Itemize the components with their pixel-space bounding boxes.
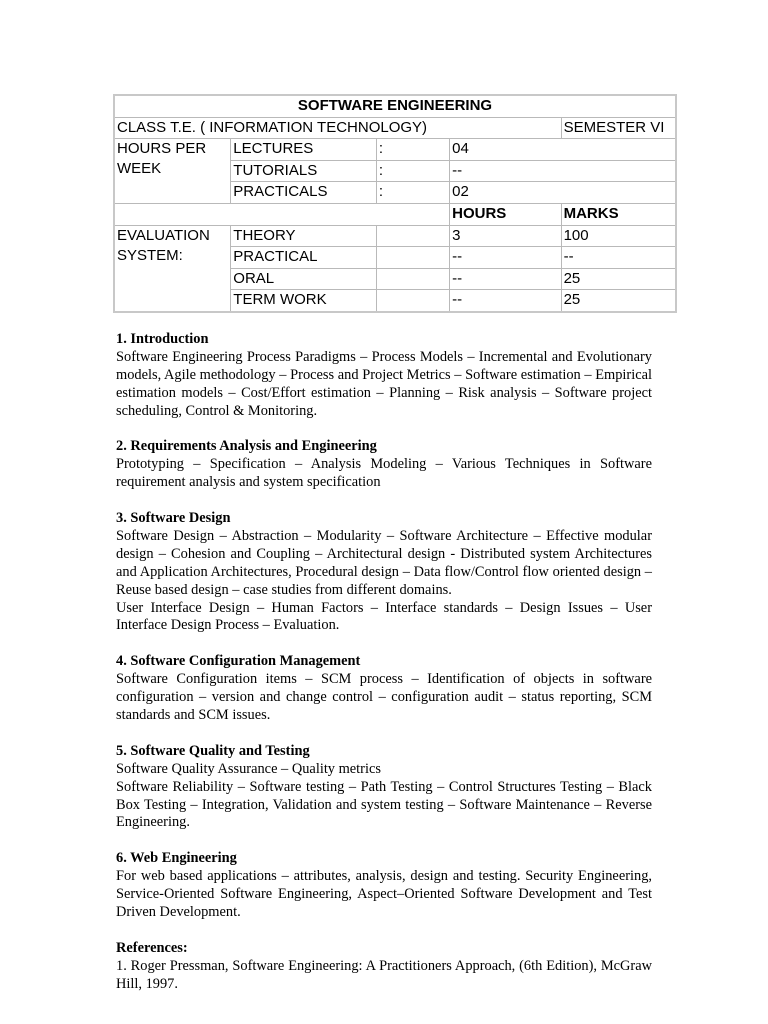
- eval-item-marks: --: [561, 247, 676, 269]
- reference-item: 1. Roger Pressman, Software Engineering: A Practitioners Approach, (6th Edition), McGraw Hill, 1997.: [116, 957, 652, 992]
- eval-row-theory: [114, 225, 676, 247]
- section-heading: 1. Introduction: [116, 331, 209, 347]
- eval-item-hours: --: [450, 268, 561, 290]
- eval-item-marks: 100: [561, 225, 676, 247]
- eval-header-blank: [114, 203, 450, 225]
- class-label: CLASS T.E. ( INFORMATION TECHNOLOGY): [114, 117, 561, 139]
- eval-header-row: [114, 203, 676, 225]
- hours-item-sep: :: [376, 160, 449, 182]
- hours-row-lectures: [114, 139, 676, 161]
- section-body: Software Configuration items – SCM process – Identification of objects in software configuration – version and change control – configuration audit – status reporting, SCM standards and SCM issues.: [116, 671, 652, 723]
- eval-item-hours: --: [450, 247, 561, 269]
- section-body: Software Design – Abstraction – Modularity – Software Architecture – Effective modular design – Cohesion and Coupling – Architectural design - Distributed system Architectures and Application Architectures, Procedural design – Data flow/Control flow oriented design – Reuse based design – case studies from different domains.: [116, 527, 652, 598]
- section-requirements: [116, 438, 652, 492]
- eval-item-label: PRACTICAL: [231, 247, 377, 269]
- eval-item-label: TERM WORK: [231, 290, 377, 312]
- eval-item-blank: [376, 268, 449, 290]
- eval-item-blank: [376, 247, 449, 269]
- hours-item-label: TUTORIALS: [231, 160, 377, 182]
- section-body: Prototyping – Specification – Analysis Modeling – Various Techniques in Software requirement analysis and system specification: [116, 456, 652, 491]
- eval-item-blank: [376, 225, 449, 247]
- hours-column-header: HOURS: [450, 203, 561, 225]
- eval-item-label: THEORY: [231, 225, 377, 247]
- eval-item-marks: 25: [561, 268, 676, 290]
- section-body: Software Quality Assurance – Quality metrics: [116, 760, 381, 777]
- hours-per-week-label: HOURS PER WEEK: [114, 139, 231, 204]
- section-software-design: [116, 510, 652, 635]
- section-heading: 4. Software Configuration Management: [116, 653, 361, 670]
- syllabus-content: [116, 331, 652, 1011]
- hours-item-value: --: [450, 160, 676, 182]
- section-configuration-management: [116, 653, 652, 725]
- course-title: SOFTWARE ENGINEERING: [114, 95, 676, 117]
- semester-label: SEMESTER VI: [561, 117, 676, 139]
- class-row: [114, 117, 676, 139]
- eval-item-hours: 3: [450, 225, 561, 247]
- section-heading: 3. Software Design: [116, 510, 231, 527]
- section-body: Software Engineering Process Paradigms – Process Models – Incremental and Evolutionary models, Agile methodology – Process and Project Metrics – Software estimation – Empirical estimation models – Cost/Effort estimation – Planning – Risk analysis – Software project scheduling, Control & Monitoring.: [116, 348, 652, 419]
- section-heading: 2. Requirements Analysis and Engineering: [116, 438, 377, 455]
- hours-item-sep: :: [376, 139, 449, 161]
- hours-item-label: LECTURES: [231, 139, 377, 161]
- section-introduction: [116, 331, 652, 421]
- eval-item-hours: --: [450, 290, 561, 312]
- hours-item-label: PRACTICALS: [231, 182, 377, 204]
- section-web-engineering: [116, 850, 652, 922]
- section-heading: 6. Web Engineering: [116, 850, 237, 867]
- marks-column-header: MARKS: [561, 203, 676, 225]
- eval-item-marks: 25: [561, 290, 676, 312]
- evaluation-system-label: EVALUATION SYSTEM:: [114, 225, 231, 312]
- hours-item-sep: :: [376, 182, 449, 204]
- eval-item-label: ORAL: [231, 268, 377, 290]
- title-row: [114, 95, 676, 117]
- eval-item-blank: [376, 290, 449, 312]
- section-heading: References:: [116, 939, 188, 956]
- section-body-continued: Software Reliability – Software testing – Path Testing – Control Structures Testing – Black Box Testing – Integration, Validation and system testing – Software Maintenance – Reverse Engineering.: [116, 778, 652, 831]
- section-quality-testing: [116, 743, 652, 833]
- hours-item-value: 02: [450, 182, 676, 204]
- section-references: [116, 940, 652, 994]
- section-body-continued: User Interface Design – Human Factors – Interface standards – Design Issues – User Interface Design Process – Evaluation.: [116, 599, 652, 634]
- section-body: For web based applications – attributes, analysis, design and testing. Security Engineering, Service-Oriented Software Engineering, Aspect–Oriented Software Development and Test Driven Development.: [116, 868, 652, 920]
- syllabus-table: [113, 94, 677, 313]
- hours-item-value: 04: [450, 139, 676, 161]
- section-heading: 5. Software Quality and Testing: [116, 742, 310, 759]
